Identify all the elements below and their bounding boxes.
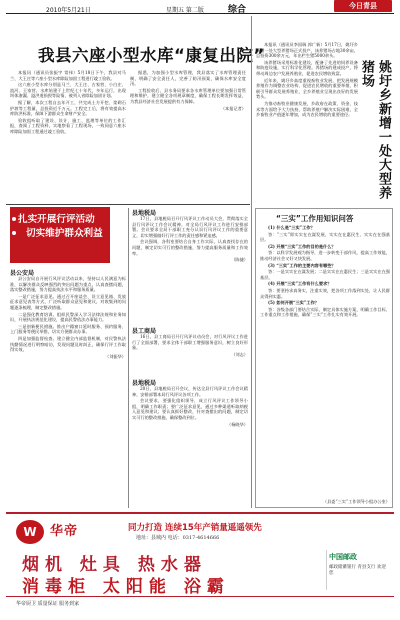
newspaper-logo: 今日青县 (334, 0, 392, 12)
right-story-text (256, 42, 358, 202)
tax2-para-1: 20日，县地税局召开会议，传达全县行风评议工作会议精神，安排部署本局行风评议各项工作。 (132, 386, 248, 397)
divider (6, 204, 250, 205)
ad-footer-strip: 华帝厨卫 质量保证 服务到家 (6, 596, 394, 616)
qa-q2: (2) 开展“三实”工作的目的是什么？ (268, 243, 336, 249)
qa-a2: 答：以科学发展观为指导，进一步转变干部作风，提高工作效能，推动经济社会又好又快发展。 (260, 250, 390, 261)
ad-header (6, 516, 394, 546)
column-divider (128, 208, 129, 508)
public-security-text (10, 276, 126, 506)
weekday-page: 星期五 第二版 (166, 7, 204, 14)
qa-title: “三实”工作用知识问答 (276, 214, 354, 223)
banner-line-2: 切实维护群众利益 (26, 228, 103, 239)
vertical-headline: 姚圩乡新增一处大型养猪场 (359, 60, 391, 200)
right-para-1: 本报讯（通讯员李国瑞 郭广新）5月17日，姚圩乡新增一处大型养猪场正式投产，该养猪场占地30余亩，总投资300余万元，年出栏生猪5000余头。 (256, 42, 358, 59)
qa-box (255, 208, 393, 508)
main-byline: 本报讯（通讯员张振宇 常伟）5月18日下午，我县对马兰、大王庄等六座小型水库除险加固工程进行竣工验收。 (10, 70, 126, 81)
main-para-1: 这六座小型水库分别是马兰、大王庄、古家营、小白庄、流河、王家营。水库始建于上世纪七十年代，多年运行，出现坝体渗漏、溢洪道损毁等险情，被列入省除险加固计划。 (10, 82, 126, 99)
local-tax-text (132, 216, 248, 326)
issue-date: 2010年5月21日 (46, 7, 91, 14)
main-col2-para-2: 工程验收后，县水务局要求各水库管理单位要加强日常管理和维护，建立健全各项规章制度，确保工程长期发挥效益，为我县经济社会发展提供有力保障。 (130, 87, 246, 104)
subhead-local-tax-2: 县地税局 (132, 380, 157, 387)
qa-text (260, 225, 390, 497)
main-col2-sign: （本报记者） (220, 105, 246, 111)
main-para-3: 验收组听取了建设、设计、施工、监理等单位的工作汇报，查阅了工程资料，实地察看了工程现场，一致同意六座水库除险加固工程通过竣工验收。 (10, 117, 126, 134)
qa-sign: （县委“三实”工作领导小组办公室） (322, 499, 390, 504)
bank-name: 中国邮政 (329, 552, 357, 561)
right-para-3: 近年来，姚圩乡高度重视畜牧业发展，把发展规模养殖作为调整农业结构、促进农民增收的重要举措，积极引导群众发展养殖业，全乡养殖业呈现出良好的发展势头。 (256, 77, 358, 100)
ad-products-row-1: 烟机 灶具 热水器 (22, 555, 207, 575)
subhead-industry-commerce: 县工商局 (132, 328, 157, 335)
qa-q5: (5) 如何开展“三实”工作？ (268, 300, 319, 306)
tax2-sign: （杨晓华） (227, 421, 248, 427)
psb-para-4: 三是创新便民措施。推出户籍窗口延时服务、预约服务、上门服务等便民举措，切实方便群众办事。 (10, 323, 126, 335)
ad-slogan: 同力打造 连续15年产销量遥遥领先 (128, 523, 262, 533)
ad-sidebar (326, 550, 390, 590)
subhead-local-tax: 县地税局 (132, 210, 157, 217)
tax-para-1: 17日，县地税局召开行风评议工作动员大会，贯彻落实全县行风评议工作会议精神，对全局行风评议工作进行安排部署。会议要求全局干部职工充分认识行风评议工作的重要意义，切实增强做好行评工作的责任感和紧迫感。 (132, 216, 248, 238)
tax-sign: （陈捷） (231, 257, 248, 263)
psb-para-1: 县公安局自开展行风评议活动以来，坚持以人民满意为标准，以解决群众反映强烈的突出问题为重点，认真查摆问题，落实整改措施，努力提高执法水平和服务质量。 (10, 276, 126, 293)
bank-slogan: 邮政储蓄银行 青县支行 欢迎您 (329, 565, 386, 576)
tax2-para-2: 会议要求，要强化组织领导，成立行风评议工作领导小组，明确工作职责；要广泛征求意见，通过多种渠道听取纳税人意见和建议；要认真抓好整改，针对查摆出的问题，制定切实可行的整改措施，确保整改到位。 (132, 398, 248, 420)
main-headline: 我县六座小型水库“康复出院” (38, 46, 265, 65)
tax-para-2: 会议强调，各科室要结合自身工作实际，认真查找存在的问题，制定切实可行的整改措施，努力提高服务质量和工作效率。 (132, 239, 248, 256)
qa-q1: (1) 什么是“三实”工作？ (268, 225, 315, 230)
main-para-2: 据了解，本次工程自去年开工，共完成土方开挖、浆砌石护坡等工程量，总投资近千万元。工程完工后，将有效提高水库防洪标准，保障下游群众生命财产安全。 (10, 99, 126, 117)
qa-a5: 答：各级各部门要结合实际，制定具体实施方案，明确工作目标、工作重点和工作措施，确保“三实”工作扎实有效开展。 (260, 306, 390, 318)
qa-a1: 答：“三实”即实实在在谋发展、实实在在惠民生、实实在在强基层。 (260, 231, 390, 243)
industry-commerce-text (132, 334, 248, 374)
banner-line-1: 扎实开展行评活动 (18, 214, 95, 225)
ad-contact: 地址：县城内 电话：0317-4614666 (136, 535, 220, 541)
psb-sign: （刘振华） (105, 353, 126, 359)
ad-products-row-2: 消毒柜 太阳能 浴霸 (22, 577, 230, 597)
feature-banner (10, 207, 110, 263)
psb-para-5: 四是加强监督检查。建立健全内部监督机制，对民警执法执勤情况进行明察暗访，发现问题及时纠正，确保行评工作取得实效。 (10, 335, 126, 353)
psb-para-3: 二是强化教育培训。组织民警深入学习法律法规和业务知识，开展执法规范化建设，提高民警依法办事能力。 (10, 311, 126, 323)
right-para-4: 为推动畜牧业健康发展，乡政府在政策、资金、技术等方面给予大力扶持，帮助养殖户解决实际困难，全乡畜牧业产值逐年增加，成为农民增收的重要途径。 (256, 100, 358, 118)
ad-brand-name: 华帝 (50, 524, 79, 539)
bullet-icon (12, 217, 16, 221)
brand-logo-icon: W (16, 520, 44, 544)
ic-sign: （刘志） (231, 351, 248, 357)
psb-para-2: 一是广泛征求意见。通过召开座谈会、设立意见箱、发放征求意见表等方式，广泛听取群众意见和建议，对收集到的问题逐条梳理，制定整改措施。 (10, 293, 126, 310)
right-para-2: 该养猪场采用标准化建设，配备了先进的饲养设备和防疫设施，实行科学化管理。养猪场的建成投产，将带动周边农户发展养殖业，促进农民增收致富。 (256, 59, 358, 76)
qa-a4: 答：要坚持求真务实，注重实效，把各项工作落到实处，让人民群众得到实惠。 (260, 287, 390, 299)
main-story-col1 (10, 70, 126, 202)
qa-q3: (3) “三实”工作的主要内容有哪些？ (268, 262, 336, 268)
local-tax-2-text (132, 386, 248, 506)
bullet-icon (12, 231, 16, 235)
qa-a3: 答：一是实实在在谋发展；二是实实在在惠民生；三是实实在在强基层。 (260, 269, 390, 280)
subhead-public-security: 县公安局 (10, 270, 35, 277)
main-col2-para-1: 据悉，为加强小型水库管理，我县落实了水库管理责任制，明确了安全责任人，完善了防汛预案，确保水库安全度汛。 (130, 70, 246, 87)
qa-q4: (4) 开展“三实”工作有什么要求？ (268, 281, 332, 287)
section-name: 综合 (228, 5, 247, 15)
column-divider (251, 16, 252, 508)
main-story-col2 (130, 70, 246, 202)
ic-para-1: 16日，县工商局召开行风评议动员会，对行风评议工作进行了全面部署，要求全体干部职工增强服务意识，树立良好形象。 (132, 334, 248, 351)
advertisement (6, 512, 394, 616)
